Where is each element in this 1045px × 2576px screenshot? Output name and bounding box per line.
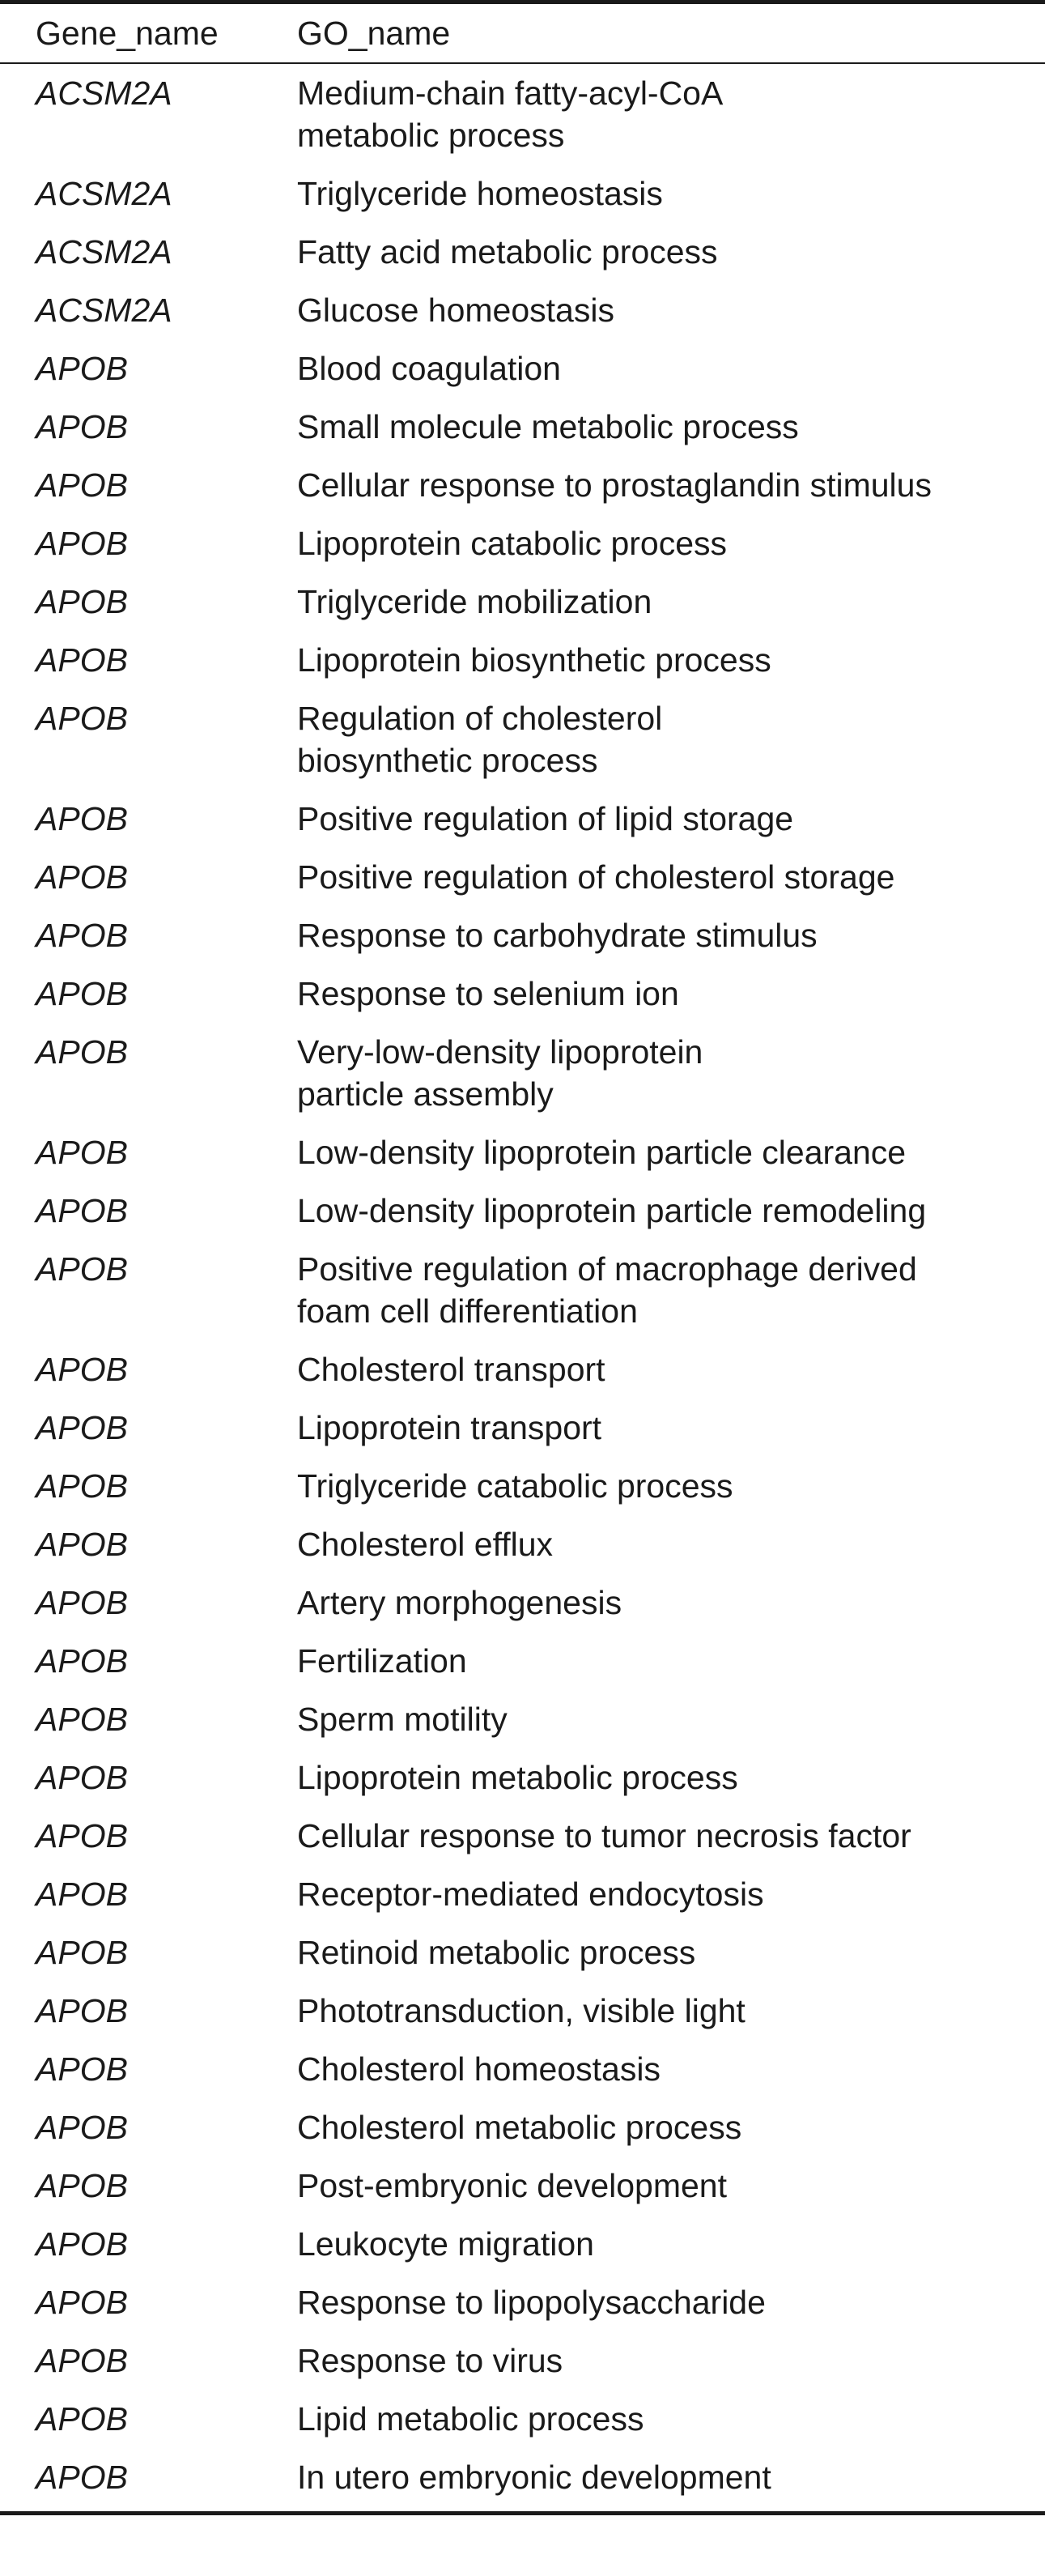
gene-name-cell: APOB — [36, 583, 128, 620]
gene-name-cell: APOB — [36, 1701, 128, 1738]
table-row — [0, 1023, 1045, 1123]
gene-name-cell: APOB — [36, 2459, 128, 2496]
go-name-cell: Low-density lipoprotein particle clearance — [297, 1134, 907, 1171]
table-row — [0, 2040, 1045, 2098]
table-row — [0, 339, 1045, 398]
column-header-go-name: GO_name — [297, 15, 451, 52]
gene-name-cell: APOB — [36, 1759, 128, 1796]
gene-name-cell: APOB — [36, 1250, 128, 1288]
table-row — [0, 573, 1045, 631]
table-row — [0, 398, 1045, 456]
table-row — [0, 2390, 1045, 2448]
table-row — [0, 1807, 1045, 1865]
gene-name-cell: ACSM2A — [36, 233, 172, 270]
gene-name-cell: APOB — [36, 1351, 128, 1388]
gene-name-cell: APOB — [36, 1992, 128, 2029]
table-row — [0, 2273, 1045, 2331]
table-row — [0, 63, 1045, 164]
table-row — [0, 2448, 1045, 2514]
gene-name-cell: APOB — [36, 917, 128, 954]
table-row — [0, 1923, 1045, 1982]
table-row — [0, 1340, 1045, 1399]
gene-name-cell: APOB — [36, 1584, 128, 1621]
gene-name-cell: ACSM2A — [36, 292, 172, 329]
go-name-cell: Lipoprotein biosynthetic process — [297, 641, 771, 679]
gene-name-cell: APOB — [36, 1934, 128, 1971]
go-name-cell: Very-low-density lipoprotein particle assembly — [297, 1033, 703, 1113]
go-name-cell: Cellular response to prostaglandin stimulus — [297, 466, 932, 504]
table-row — [0, 1240, 1045, 1340]
table-row — [0, 1457, 1045, 1515]
go-name-cell: Low-density lipoprotein particle remodeling — [297, 1192, 927, 1229]
gene-name-cell: APOB — [36, 1642, 128, 1680]
go-name-cell: Glucose homeostasis — [297, 292, 614, 329]
go-name-cell: Receptor-mediated endocytosis — [297, 1876, 764, 1913]
go-name-cell: Cellular response to tumor necrosis factor — [297, 1817, 911, 1854]
table-row — [0, 790, 1045, 848]
go-name-cell: Regulation of cholesterol biosynthetic process — [297, 700, 663, 779]
table-row — [0, 2098, 1045, 2157]
gene-name-cell: APOB — [36, 2109, 128, 2146]
go-name-cell: Positive regulation of cholesterol storage — [297, 858, 895, 896]
go-name-cell: Artery morphogenesis — [297, 1584, 622, 1621]
go-name-cell: Retinoid metabolic process — [297, 1934, 696, 1971]
table-row — [0, 1865, 1045, 1923]
table-row — [0, 281, 1045, 339]
gene-name-cell: APOB — [36, 1467, 128, 1505]
gene-name-cell: APOB — [36, 408, 128, 445]
table-row — [0, 514, 1045, 573]
table-header — [0, 2, 1045, 64]
go-name-cell: Response to selenium ion — [297, 975, 679, 1012]
table-row — [0, 1748, 1045, 1807]
go-name-cell: Sperm motility — [297, 1701, 508, 1738]
gene-name-cell: APOB — [36, 700, 128, 737]
go-name-cell: Post-embryonic development — [297, 2167, 727, 2204]
gene-name-cell: APOB — [36, 1033, 128, 1071]
gene-name-cell: APOB — [36, 975, 128, 1012]
gene-name-cell: APOB — [36, 1526, 128, 1563]
gene-name-cell: ACSM2A — [36, 75, 172, 112]
table-row — [0, 456, 1045, 514]
go-name-cell: Triglyceride catabolic process — [297, 1467, 733, 1505]
table-body — [0, 63, 1045, 2514]
go-name-cell: Response to lipopolysaccharide — [297, 2284, 766, 2321]
gene-name-cell: APOB — [36, 525, 128, 562]
gene-name-cell: APOB — [36, 1409, 128, 1446]
table-row — [0, 2215, 1045, 2273]
table-row — [0, 848, 1045, 906]
go-name-cell: Leukocyte migration — [297, 2225, 594, 2263]
table-row — [0, 1123, 1045, 1182]
go-name-cell: Response to carbohydrate stimulus — [297, 917, 818, 954]
go-name-cell: Cholesterol transport — [297, 1351, 605, 1388]
table-row — [0, 906, 1045, 964]
table-row — [0, 631, 1045, 689]
go-name-cell: Triglyceride mobilization — [297, 583, 652, 620]
gene-name-cell: APOB — [36, 2284, 128, 2321]
gene-name-cell: APOB — [36, 1134, 128, 1171]
gene-name-cell: APOB — [36, 2050, 128, 2088]
go-name-cell: Positive regulation of lipid storage — [297, 800, 794, 837]
table-row — [0, 2157, 1045, 2215]
gene-name-cell: APOB — [36, 350, 128, 387]
gene-name-cell: APOB — [36, 466, 128, 504]
gene-name-cell: ACSM2A — [36, 175, 172, 212]
table-row — [0, 1690, 1045, 1748]
table-row — [0, 1182, 1045, 1240]
go-name-cell: Blood coagulation — [297, 350, 561, 387]
gene-name-cell: APOB — [36, 2400, 128, 2438]
table-row — [0, 964, 1045, 1023]
gene-name-cell: APOB — [36, 641, 128, 679]
gene-name-cell: APOB — [36, 1876, 128, 1913]
go-name-cell: Fatty acid metabolic process — [297, 233, 718, 270]
table-row — [0, 1515, 1045, 1573]
gene-name-cell: APOB — [36, 1192, 128, 1229]
table-row — [0, 2331, 1045, 2390]
go-name-cell: Medium-chain fatty-acyl-CoA metabolic process — [297, 75, 724, 154]
gene-name-cell: APOB — [36, 2225, 128, 2263]
header-row — [0, 2, 1045, 64]
table-row — [0, 1573, 1045, 1632]
gene-name-cell: APOB — [36, 2342, 128, 2379]
go-name-cell: Response to virus — [297, 2342, 563, 2379]
go-name-cell: Cholesterol homeostasis — [297, 2050, 661, 2088]
table-row — [0, 1632, 1045, 1690]
gene-name-cell: APOB — [36, 800, 128, 837]
table-row — [0, 164, 1045, 223]
go-name-cell: Lipoprotein transport — [297, 1409, 602, 1446]
table-row — [0, 1982, 1045, 2040]
go-name-cell: Lipid metabolic process — [297, 2400, 644, 2438]
go-name-cell: Phototransduction, visible light — [297, 1992, 746, 2029]
go-name-cell: Fertilization — [297, 1642, 467, 1680]
gene-name-cell: APOB — [36, 1817, 128, 1854]
go-name-cell: Small molecule metabolic process — [297, 408, 799, 445]
go-name-cell: Cholesterol metabolic process — [297, 2109, 742, 2146]
go-name-cell: In utero embryonic development — [297, 2459, 771, 2496]
gene-name-cell: APOB — [36, 858, 128, 896]
table-row — [0, 223, 1045, 281]
gene-name-cell: APOB — [36, 2167, 128, 2204]
table-row — [0, 1399, 1045, 1457]
go-name-cell: Cholesterol efflux — [297, 1526, 554, 1563]
go-name-cell: Lipoprotein metabolic process — [297, 1759, 738, 1796]
column-header-gene-name: Gene_name — [36, 15, 219, 52]
table-row — [0, 689, 1045, 790]
go-name-cell: Positive regulation of macrophage derived foam cell differentiation — [297, 1250, 917, 1330]
go-name-cell: Triglyceride homeostasis — [297, 175, 663, 212]
go-name-cell: Lipoprotein catabolic process — [297, 525, 728, 562]
